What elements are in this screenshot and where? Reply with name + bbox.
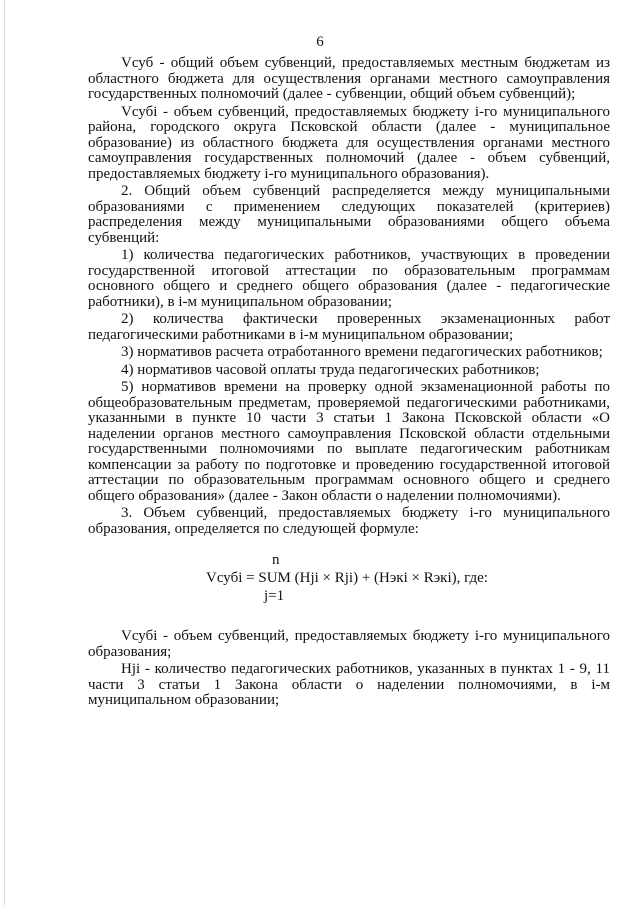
formula-upper-limit: n [272,552,280,568]
paragraph-vsub-definition: Vсуб - общий объем субвенций, предоставляемых местным бюджетам из областного бюджета для осуществления органами местного самоуправления государственных полномочий (далее - субвенции, общий объем субвенций); [88,55,610,102]
paragraph-section-3: 3. Объем субвенций, предоставляемых бюджету i-го муниципального образования, определяется по следующей формуле: [88,505,610,537]
paragraph-hji-explanation: Hji - количество педагогических работников, указанных в пунктах 1 - 9, 11 части 3 статьи 1 Закона области о наделении полномочиями, в i-м муниципальном образовании; [88,661,610,708]
criteria-item-1: 1) количества педагогических работников, участвующих в проведении государственной итоговой аттестации по образовательным программам основного общего и среднего общего образования (далее - педагогические работники), в i-м муниципальном образовании; [88,247,610,310]
page-number: 6 [316,34,324,50]
criteria-item-3: 3) нормативов расчета отработанного времени педагогических работников; [121,344,603,360]
paragraph-vsubi-explanation: Vсубi - объем субвенций, предоставляемых бюджету i-го муниципального образования; [88,628,610,660]
criteria-item-2: 2) количества фактически проверенных экзаменационных работ педагогическими работниками в i-м муниципальном образовании; [88,311,610,343]
formula-lower-limit: j=1 [264,588,285,604]
scan-edge-line [4,0,5,905]
paragraph-vsubi-definition: Vсубi - объем субвенций, предоставляемых бюджету i-го муниципального района, городского округа Псковской области (далее - муниципальное образование) из областного бюджета для осуществления органами местного самоуправления государственных полномочий (далее - объем субвенций, предоставляемых бюджету i-го муниципального образования). [88,103,610,182]
formula-expression: Vсубi = SUM (Hji × Rji) + (Hэкi × Rэкi), где: [206,570,488,586]
document-body [88,56,610,709]
paragraph-section-2: 2. Общий объем субвенций распределяется между муниципальными образованиями с применением следующих показателей (критериев) распределения между муниципальными образованиями общего объема субвенций: [88,183,610,246]
criteria-item-5: 5) нормативов времени на проверку одной экзаменационной работы по общеобразовательным предметам, проверяемой педагогическими работниками, указанными в пункте 10 части 3 статьи 1 Закона Псковской области «О наделении органов местного самоуправления Псковской области отдельными государственными полномочиями по выплате педагогическим работникам компенсации за работу по подготовке и проведению государственной итоговой аттестации по образовательным программам основного общего и среднего общего образования» (далее - Закон области о наделении полномочиями). [88,379,610,504]
subvention-formula [88,553,610,615]
criteria-item-4: 4) нормативов часовой оплаты труда педагогических работников; [121,361,540,378]
